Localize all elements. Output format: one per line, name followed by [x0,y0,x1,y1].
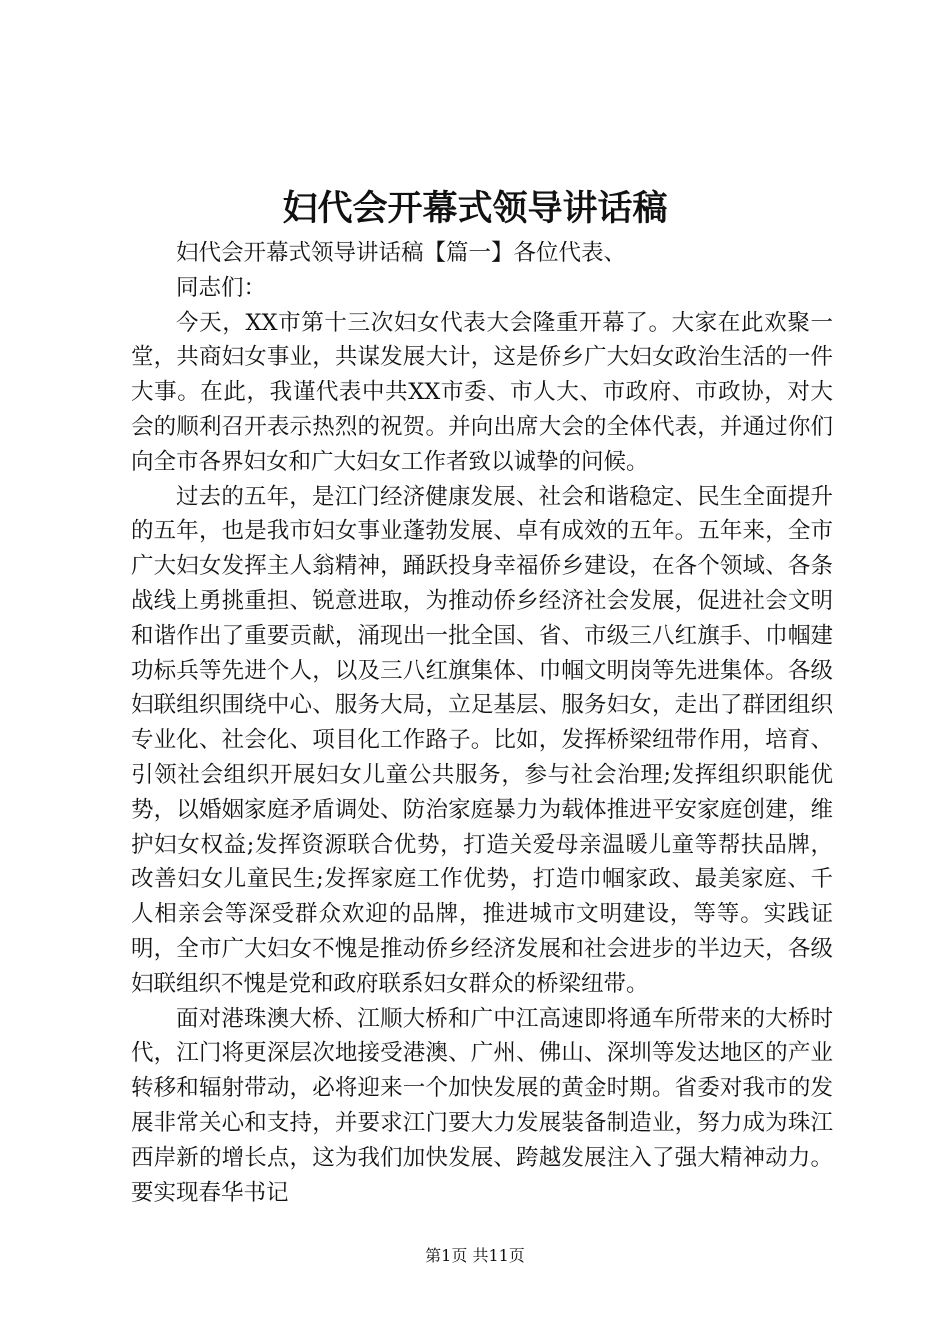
paragraph-past-five-years: 过去的五年，是江门经济健康发展、社会和谐稳定、民生全面提升的五年，也是我市妇女事业蓬勃发展、卓有成效的五年。五年来，全市广大妇女发挥主人翁精神，踊跃投身幸福侨乡建设，在各个领域、各条战线上勇挑重担、锐意进取，为推动侨乡经济社会发展，促进社会文明和谐作出了重要贡献，涌现出一批全国、省、市级三八红旗手、巾帼建功标兵等先进个人，以及三八红旗集体、巾帼文明岗等先进集体。各级妇联组织围绕中心、服务大局，立足基层、服务妇女，走出了群团组织专业化、社会化、项目化工作路子。比如，发挥桥梁纽带作用，培育、引领社会组织开展妇女儿童公共服务，参与社会治理;发挥组织职能优势，以婚姻家庭矛盾调处、防治家庭暴力为载体推进平安家庭创建，维护妇女权益;发挥资源联合优势，打造关爱母亲温暖儿童等帮扶品牌，改善妇女儿童民生;发挥家庭工作优势，打造巾帼家政、最美家庭、千人相亲会等深受群众欢迎的品牌，推进城市文明建设，等等。实践证明，全市广大妇女不愧是推动侨乡经济发展和社会进步的半边天，各级妇联组织不愧是党和政府联系妇女群众的桥梁纽带。 [131,483,833,997]
paragraph-opening: 今天，XX市第十三次妇女代表大会隆重开幕了。大家在此欢聚一堂，共商妇女事业，共谋发展大计，这是侨乡广大妇女政治生活的一件大事。在此，我谨代表中共XX市委、市人大、市政府、市政协，对大会的顺利召开表示热烈的祝贺。并向出席大会的全体代表，并通过你们向全市各界妇女和广大妇女工作者致以诚挚的问候。 [131,309,833,475]
paragraph-bridge-era: 面对港珠澳大桥、江顺大桥和广中江高速即将通车所带来的大桥时代，江门将更深层次地接受港澳、广州、佛山、深圳等发达地区的产业转移和辐射带动，必将迎来一个加快发展的黄金时期。省委对我市的发展非常关心和支持，并要求江门要大力发展装备制造业，努力成为珠江西岸新的增长点，这为我们加快发展、跨越发展注入了强大精神动力。要实现春华书记 [131,1005,833,1206]
paragraph-salutation: 同志们： [176,274,267,301]
document-body [131,236,833,1210]
paragraph-heading-line: 妇代会开幕式领导讲话稿【篇一】各位代表、 [176,240,627,266]
page-number-footer: 第1页 共11页 [425,1246,525,1265]
document-title: 妇代会开幕式领导讲话稿 [282,188,668,229]
